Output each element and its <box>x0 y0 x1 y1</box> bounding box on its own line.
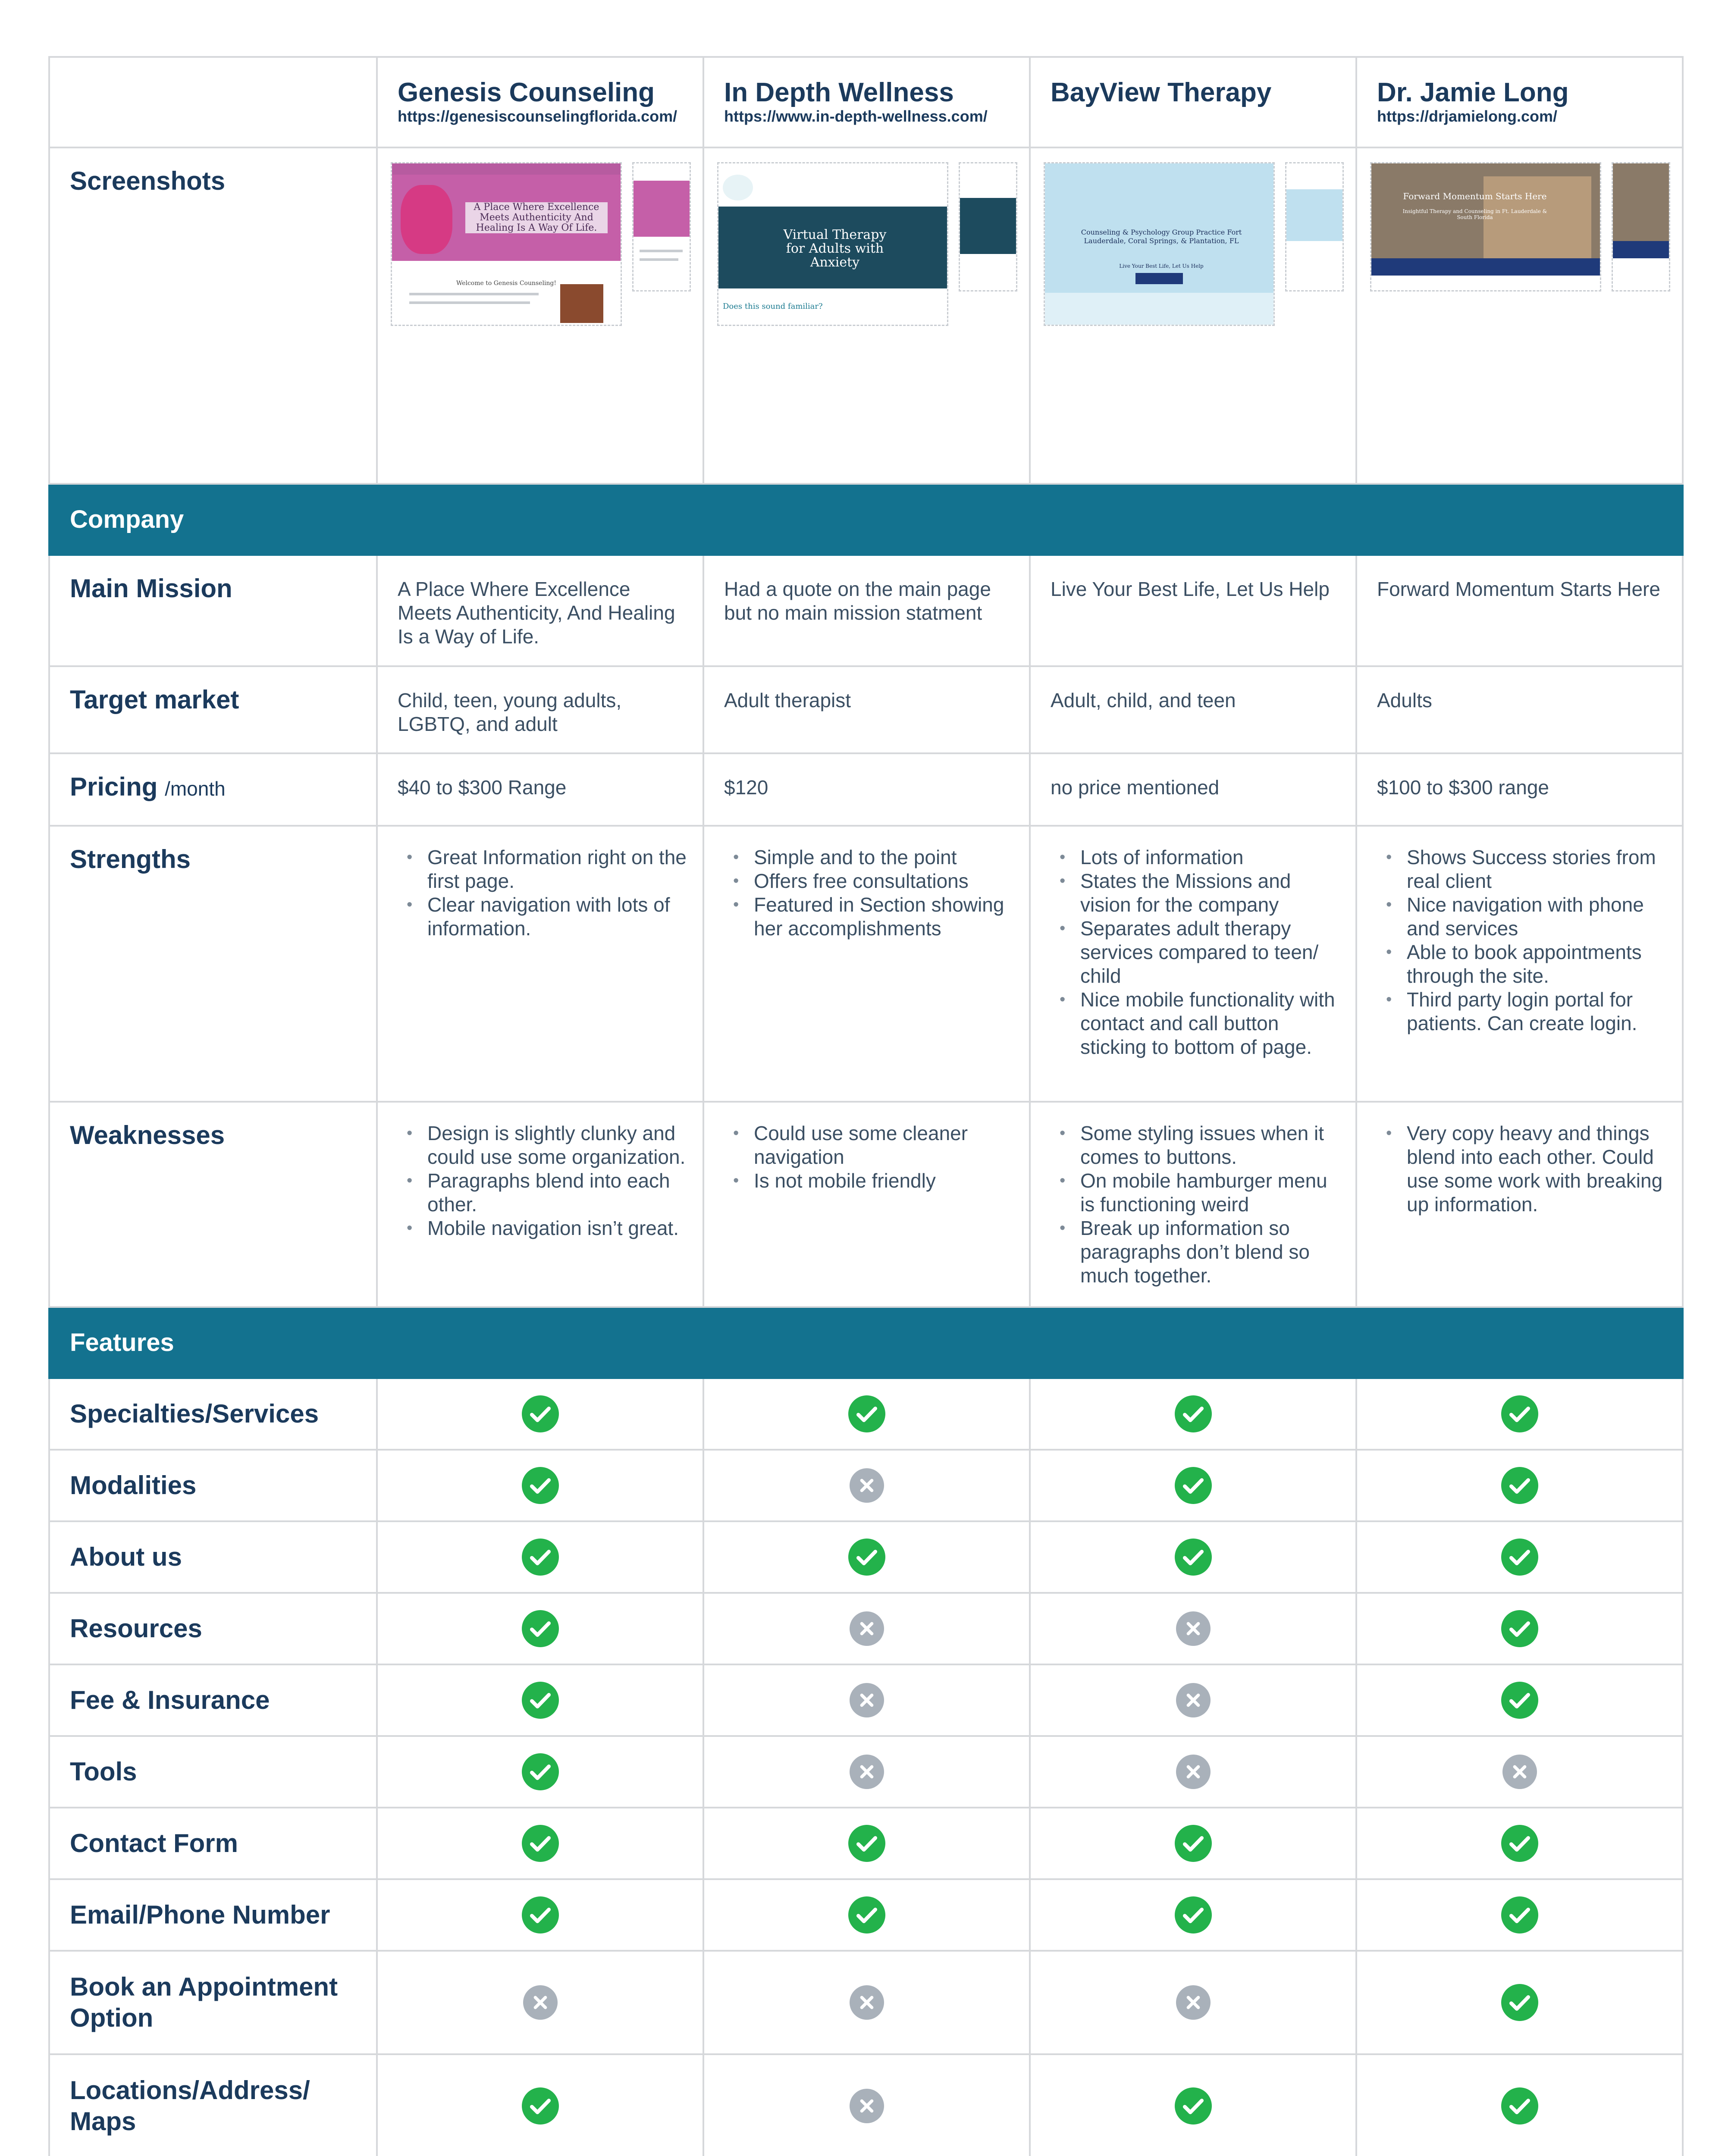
x-circle-icon <box>850 1755 884 1789</box>
feature-row <box>49 2054 1683 2156</box>
feature-cell <box>703 1808 1030 1879</box>
check-circle-icon <box>522 1825 559 1862</box>
header-row <box>49 57 1683 147</box>
feature-cell <box>377 1521 703 1593</box>
bullet-list <box>378 1103 703 1240</box>
row-label: Main Mission <box>70 574 232 603</box>
feature-cell <box>1030 1736 1356 1808</box>
bullet-list <box>1357 827 1682 1035</box>
thumb-subtitle: Does this sound familiar? <box>723 302 823 311</box>
company-name: In Depth Wellness <box>724 78 954 107</box>
x-circle-icon <box>850 1468 884 1503</box>
feature-label-cell <box>49 1879 377 1951</box>
cell-text: $120 <box>724 776 768 799</box>
company-url[interactable]: https://genesiscounselingflorida.com/ <box>398 107 677 125</box>
feature-label-cell <box>49 1808 377 1879</box>
check-circle-icon <box>522 2087 559 2125</box>
check-circle-icon <box>1501 1984 1538 2021</box>
feature-label: Locations/Address/ Maps <box>70 2076 310 2136</box>
feature-label-cell <box>49 1450 377 1521</box>
desktop-thumbnail <box>1044 162 1275 326</box>
feature-cell <box>377 1951 703 2054</box>
feature-cell <box>377 1808 703 1879</box>
x-circle-icon <box>850 1683 884 1717</box>
thumb-title: Counseling & Psychology Group Practice Fort Lauderdale, Coral Springs, & Plantation, FL <box>1081 228 1242 245</box>
bullet-item: • Shows Success stories from real client <box>1407 846 1669 893</box>
check-circle-icon <box>522 1467 559 1504</box>
row-strengths <box>49 826 1683 1102</box>
comparison-table <box>48 56 1684 2156</box>
feature-cell <box>377 1664 703 1736</box>
cell-text: Adult, child, and teen <box>1051 689 1236 711</box>
company-url[interactable]: https://drjamielong.com/ <box>1377 107 1558 125</box>
thumb-subtitle: Insightful Therapy and Counseling in Ft. Lauderdale & South Florida <box>1402 208 1547 220</box>
feature-cell <box>703 1378 1030 1450</box>
check-circle-icon <box>1501 1395 1538 1432</box>
row-pricing <box>49 753 1683 826</box>
screenshot-jamie <box>1357 148 1682 483</box>
bullet-item: • Nice navigation with phone and services <box>1407 893 1669 940</box>
cell-text: Forward Momentum Starts Here <box>1377 578 1660 600</box>
bullet-item: • Design is slightly clunky and could use some organization. <box>427 1122 690 1169</box>
row-main-mission <box>49 555 1683 666</box>
screenshots-row <box>49 147 1683 484</box>
section-title: Features <box>49 1307 1683 1378</box>
bullet-item: • Separates adult therapy services compared to teen/ child <box>1080 917 1342 988</box>
feature-row <box>49 1879 1683 1951</box>
mobile-thumbnail <box>632 162 691 291</box>
cell-text: Child, teen, young adults, LGBTQ, and adult <box>398 689 622 735</box>
feature-cell <box>377 1736 703 1808</box>
feature-label: Resources <box>70 1614 202 1643</box>
check-circle-icon <box>522 1610 559 1647</box>
feature-cell <box>1030 1378 1356 1450</box>
feature-label: Book an Appointment Option <box>70 1972 338 2032</box>
thumb-title: Virtual Therapy for Adults with Anxiety <box>783 227 887 270</box>
cell-text: Adults <box>1377 689 1432 711</box>
feature-cell <box>377 1378 703 1450</box>
cell-text: A Place Where Excellence Meets Authenticity, And Healing Is a Way of Life. <box>398 578 675 648</box>
check-circle-icon <box>848 1896 885 1934</box>
feature-cell <box>1356 1951 1683 2054</box>
x-circle-icon <box>1176 1985 1211 2020</box>
desktop-thumbnail <box>391 162 622 326</box>
company-header-genesis <box>377 57 703 147</box>
row-label-screenshots: Screenshots <box>70 166 226 195</box>
feature-row <box>49 1808 1683 1879</box>
check-circle-icon <box>848 1395 885 1432</box>
cell-text: $100 to $300 range <box>1377 776 1549 799</box>
feature-row <box>49 1521 1683 1593</box>
screenshot-genesis <box>378 148 703 483</box>
feature-cell <box>703 1593 1030 1664</box>
feature-cell <box>1030 1450 1356 1521</box>
row-label: Strengths <box>70 845 191 874</box>
feature-label-cell <box>49 1664 377 1736</box>
feature-label-cell <box>49 1378 377 1450</box>
check-circle-icon <box>1175 1467 1212 1504</box>
check-circle-icon <box>848 1539 885 1576</box>
bullet-item: • Break up information so paragraphs don’t blend so much together. <box>1080 1216 1342 1288</box>
feature-label: Fee & Insurance <box>70 1686 270 1714</box>
check-circle-icon <box>1175 2087 1212 2125</box>
bullet-item: • Great Information right on the first page. <box>427 846 690 893</box>
row-label: Target market <box>70 685 239 714</box>
feature-row <box>49 1736 1683 1808</box>
company-header-jamie <box>1356 57 1683 147</box>
cell-text: $40 to $300 Range <box>398 776 567 799</box>
check-circle-icon <box>1175 1395 1212 1432</box>
feature-cell <box>377 2054 703 2156</box>
bullet-item: • States the Missions and vision for the company <box>1080 869 1342 917</box>
check-circle-icon <box>1501 2087 1538 2125</box>
x-circle-icon <box>850 2089 884 2123</box>
feature-cell <box>377 1450 703 1521</box>
company-name: Dr. Jamie Long <box>1377 78 1569 107</box>
feature-cell <box>1030 1808 1356 1879</box>
feature-cell <box>1356 1378 1683 1450</box>
check-circle-icon <box>1175 1825 1212 1862</box>
feature-cell <box>703 1879 1030 1951</box>
feature-cell <box>1030 1593 1356 1664</box>
feature-row <box>49 1593 1683 1664</box>
bullet-item: • Could use some cleaner navigation <box>754 1122 1016 1169</box>
feature-cell <box>703 1736 1030 1808</box>
feature-label: Specialties/Services <box>70 1399 319 1428</box>
feature-label-cell <box>49 1736 377 1808</box>
x-circle-icon <box>523 1985 558 2020</box>
feature-cell <box>1356 1664 1683 1736</box>
section-company <box>49 484 1683 555</box>
feature-label: Tools <box>70 1757 137 1786</box>
features-body <box>49 1378 1683 2156</box>
feature-cell <box>1356 2054 1683 2156</box>
feature-row <box>49 1951 1683 2054</box>
check-circle-icon <box>522 1539 559 1576</box>
thumb-subtitle: Welcome to Genesis Counseling! <box>456 280 557 287</box>
feature-cell <box>1030 1951 1356 2054</box>
bullet-list <box>704 827 1029 940</box>
bullet-item: • On mobile hamburger menu is functioning weird <box>1080 1169 1342 1216</box>
company-name: Genesis Counseling <box>398 78 655 107</box>
check-circle-icon <box>1501 1467 1538 1504</box>
feature-label: About us <box>70 1542 182 1571</box>
feature-cell <box>1356 1450 1683 1521</box>
check-circle-icon <box>1175 1896 1212 1934</box>
bullet-list <box>1357 1103 1682 1216</box>
row-label: Pricing <box>70 772 158 801</box>
feature-label: Modalities <box>70 1471 197 1500</box>
bullet-list <box>378 827 703 940</box>
feature-cell <box>1356 1879 1683 1951</box>
x-circle-icon <box>850 1985 884 2020</box>
cell-text: no price mentioned <box>1051 776 1220 799</box>
feature-label: Email/Phone Number <box>70 1900 330 1929</box>
bullet-list <box>1031 827 1355 1059</box>
feature-cell <box>1030 1521 1356 1593</box>
row-target-market <box>49 666 1683 753</box>
bullet-item: • Simple and to the point <box>754 846 1016 869</box>
feature-label-cell <box>49 2054 377 2156</box>
bullet-item: • Clear navigation with lots of information. <box>427 893 690 940</box>
section-title: Company <box>49 484 1683 555</box>
feature-label-cell <box>49 1951 377 2054</box>
feature-cell <box>703 1521 1030 1593</box>
feature-row <box>49 1450 1683 1521</box>
check-circle-icon <box>522 1682 559 1719</box>
feature-cell <box>703 1450 1030 1521</box>
screenshot-indepth <box>704 148 1029 483</box>
feature-cell <box>1030 1664 1356 1736</box>
bullet-item: • Able to book appointments through the site. <box>1407 940 1669 988</box>
corner-cell <box>49 57 377 147</box>
feature-cell <box>1356 1593 1683 1664</box>
x-circle-icon <box>1502 1755 1537 1789</box>
mobile-thumbnail <box>1612 162 1670 291</box>
cell-text: Had a quote on the main page but no main mission statment <box>724 578 991 624</box>
bullet-item: • Is not mobile friendly <box>754 1169 1016 1193</box>
check-circle-icon <box>1501 1896 1538 1934</box>
company-header-bayview <box>1030 57 1356 147</box>
cell-text: Live Your Best Life, Let Us Help <box>1051 578 1330 600</box>
feature-label-cell <box>49 1521 377 1593</box>
check-circle-icon <box>1501 1825 1538 1862</box>
screenshot-bayview <box>1031 148 1355 483</box>
feature-row <box>49 1664 1683 1736</box>
feature-label-cell <box>49 1593 377 1664</box>
check-circle-icon <box>1501 1610 1538 1647</box>
feature-cell <box>1356 1521 1683 1593</box>
check-circle-icon <box>522 1753 559 1790</box>
bullet-item: • Mobile navigation isn’t great. <box>427 1216 690 1240</box>
mobile-thumbnail <box>1285 162 1344 291</box>
feature-row <box>49 1378 1683 1450</box>
x-circle-icon <box>1176 1611 1211 1646</box>
thumb-title: A Place Where Excellence Meets Authenticity And Healing Is A Way Of Life. <box>465 202 608 233</box>
check-circle-icon <box>522 1896 559 1934</box>
check-circle-icon <box>1175 1539 1212 1576</box>
row-weaknesses <box>49 1102 1683 1307</box>
feature-cell <box>703 1664 1030 1736</box>
feature-cell <box>703 1951 1030 2054</box>
feature-cell <box>377 1879 703 1951</box>
bullet-item: • Lots of information <box>1080 846 1342 869</box>
desktop-thumbnail <box>717 162 948 326</box>
row-label: Weaknesses <box>70 1121 225 1150</box>
bullet-item: • Offers free consultations <box>754 869 1016 893</box>
thumb-subtitle: Live Your Best Life, Let Us Help <box>1119 263 1204 269</box>
bullet-item: • Very copy heavy and things blend into each other. Could use some work with breaking up information. <box>1407 1122 1669 1216</box>
check-circle-icon <box>522 1395 559 1432</box>
feature-cell <box>703 2054 1030 2156</box>
row-label-pricing <box>50 754 376 804</box>
bullet-item: • Third party login portal for patients. Can create login. <box>1407 988 1669 1035</box>
check-circle-icon <box>848 1825 885 1862</box>
company-name: BayView Therapy <box>1051 78 1272 107</box>
x-circle-icon <box>1176 1683 1211 1717</box>
check-circle-icon <box>1501 1682 1538 1719</box>
pricing-unit: /month <box>165 777 226 800</box>
feature-cell <box>377 1593 703 1664</box>
feature-cell <box>1030 2054 1356 2156</box>
mobile-thumbnail <box>959 162 1017 291</box>
bullet-list <box>704 1103 1029 1193</box>
thumb-title: Forward Momentum Starts Here <box>1403 191 1547 201</box>
feature-cell <box>1356 1808 1683 1879</box>
desktop-thumbnail <box>1370 162 1601 291</box>
check-circle-icon <box>1501 1539 1538 1576</box>
bullet-list <box>1031 1103 1355 1288</box>
cell-text: Adult therapist <box>724 689 851 711</box>
company-header-indepth <box>703 57 1030 147</box>
bullet-item: • Featured in Section showing her accomplishments <box>754 893 1016 940</box>
section-features <box>49 1307 1683 1378</box>
x-circle-icon <box>1176 1755 1211 1789</box>
feature-cell <box>1030 1879 1356 1951</box>
bullet-item: • Paragraphs blend into each other. <box>427 1169 690 1216</box>
bullet-item: • Nice mobile functionality with contact and call button sticking to bottom of page. <box>1080 988 1342 1059</box>
feature-label: Contact Form <box>70 1829 238 1858</box>
x-circle-icon <box>850 1611 884 1646</box>
company-url[interactable]: https://www.in-depth-wellness.com/ <box>724 107 988 125</box>
bullet-item: • Some styling issues when it comes to buttons. <box>1080 1122 1342 1169</box>
feature-cell <box>1356 1736 1683 1808</box>
